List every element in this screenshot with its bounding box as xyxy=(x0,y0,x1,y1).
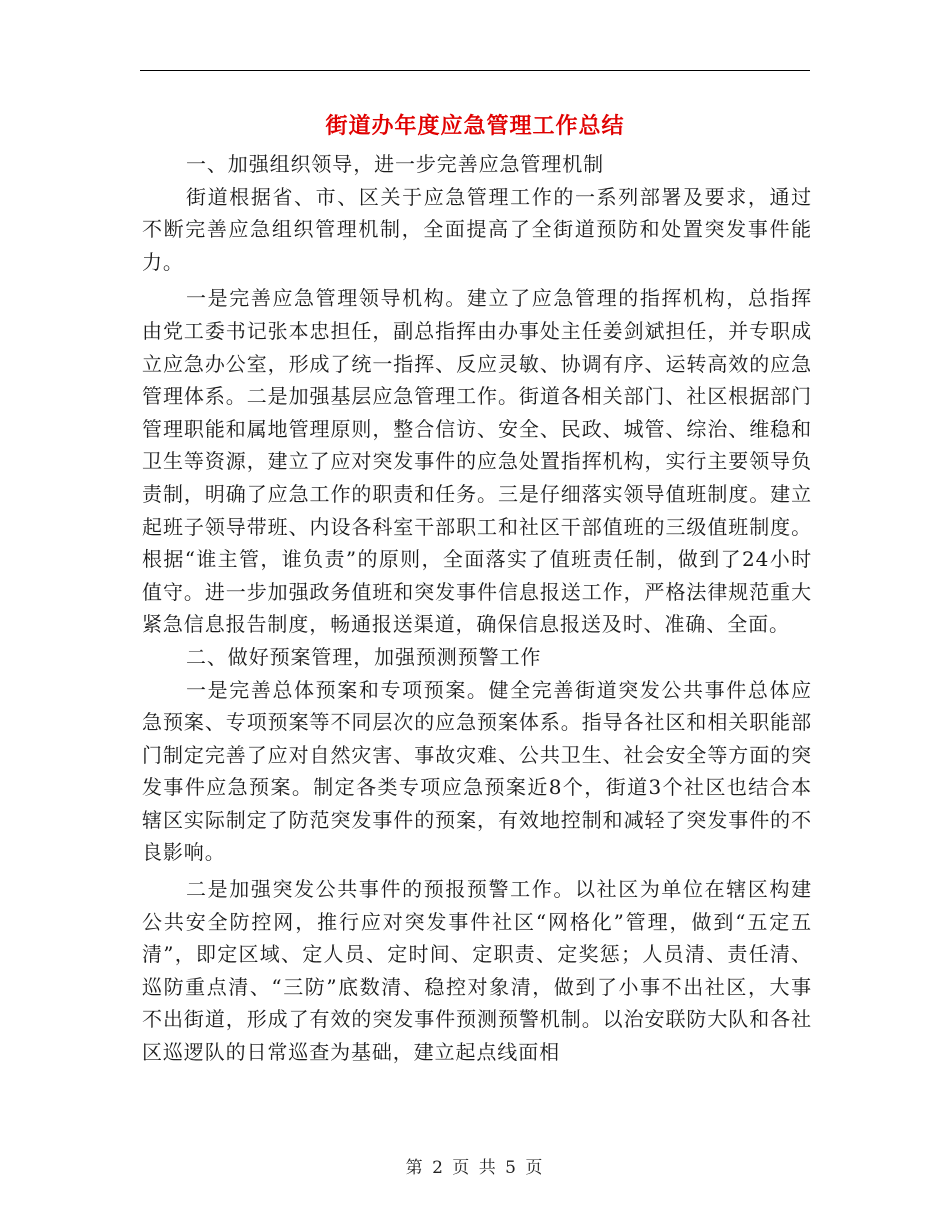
section-heading-2: 二、做好预案管理，加强预测预警工作 xyxy=(186,644,542,669)
body-paragraph: 街道根据省、市、区关于应急管理工作的一系列部署及要求，通过不断完善应急组织管理机制，全面提高了全街道预防和处置突发事件能力。 xyxy=(142,184,812,274)
section-heading-1: 一、加强组织领导，进一步完善应急管理机制 xyxy=(186,152,604,176)
page-number: 第 2 页 共 5 页 xyxy=(405,1158,545,1178)
header-rule xyxy=(140,70,810,71)
document-title: 街道办年度应急管理工作总结 xyxy=(325,113,625,139)
body-paragraph: 一是完善总体预案和专项预案。健全完善街道突发公共事件总体应急预案、专项预案等不同层次的应急预案体系。指导各社区和相关职能部门制定完善了应对自然灾害、事故灾难、公共卫生、社会安全等方面的突发事件应急预案。制定各类专项应急预案近8个，街道3个社区也结合本辖区实际制定了防范突发事件的预案，有效地控制和减轻了突发事件的不良影响。 xyxy=(142,677,812,865)
document-body xyxy=(142,148,812,1069)
body-paragraph: 二是加强突发公共事件的预报预警工作。以社区为单位在辖区构建公共安全防控网，推行应对突发事件社区“网格化”管理，做到“五定五清”，即定区域、定人员、定时间、定职责、定奖惩；人员清、责任清、巡防重点清、“三防”底数清、稳控对象清，做到了小事不出社区，大事不出街道，形成了有效的突发事件预测预警机制。以治安联防大队和各社区巡逻队的日常巡查为基础，建立起点线面相 xyxy=(142,877,812,1065)
body-paragraph: 一是完善应急管理领导机构。建立了应急管理的指挥机构，总指挥由党工委书记张本忠担任，副总指挥由办事处主任姜剑斌担任，并专职成立应急办公室，形成了统一指挥、反应灵敏、协调有序、运转高效的应急管理体系。二是加强基层应急管理工作。街道各相关部门、社区根据部门管理职能和属地管理原则，整合信访、安全、民政、城管、综治、维稳和卫生等资源，建立了应对突发事件的应急处置指挥机构，实行主要领导负责制，明确了应急工作的职责和任务。三是仔细落实领导值班制度。建立起班子领导带班、内设各科室干部职工和社区干部值班的三级值班制度。根据“谁主管，谁负责”的原则，全面落实了值班责任制，做到了24小时值守。进一步加强政务值班和突发事件信息报送工作，严格法律规范重大紧急信息报告制度，畅通报送渠道，确保信息报送及时、准确、全面。 xyxy=(142,286,812,637)
